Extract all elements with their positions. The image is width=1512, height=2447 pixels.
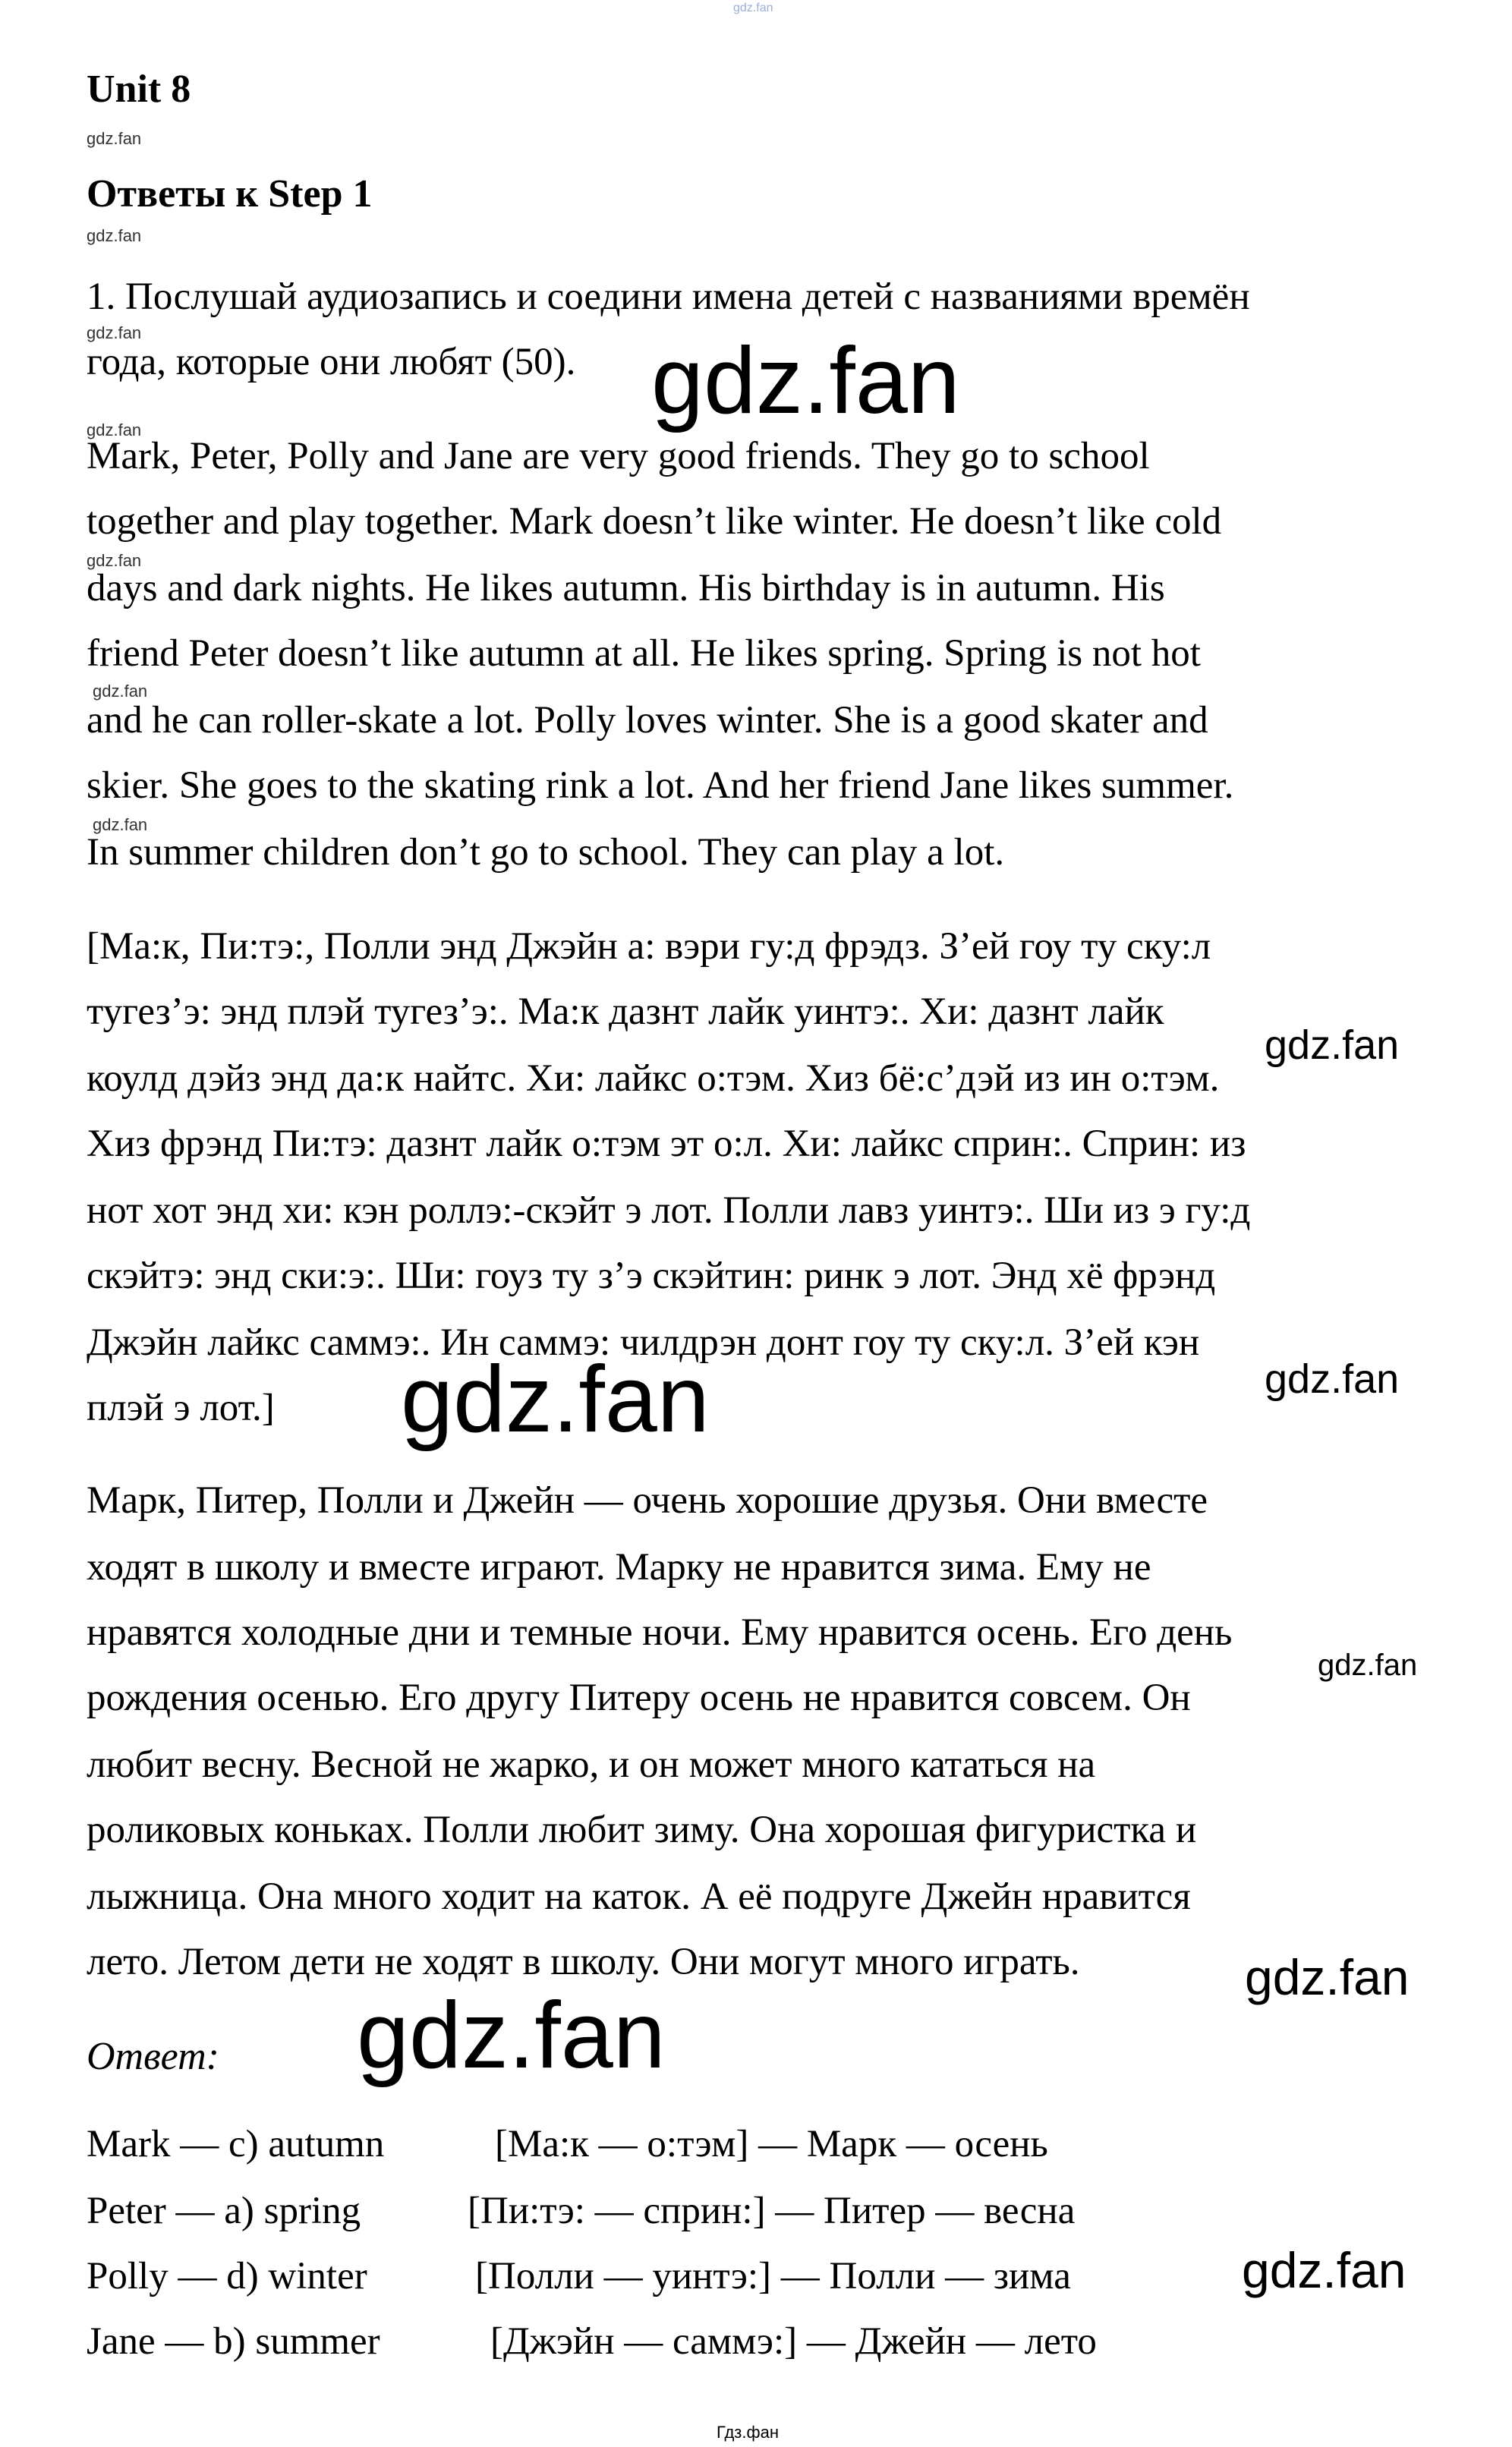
translation-line: рождения осенью. Его другу Питеру осень не нравится совсем. Он [87, 1677, 1191, 1719]
transcription-line: тугез’э: энд плэй тугез’э:. Ма:к дазнт лайк уинтэ:. Хи: дазнт лайк [87, 990, 1164, 1033]
answer-label: Ответ: [87, 2035, 219, 2078]
answer-translation: [Ма:к — о:тэм] — Марк — осень [495, 2123, 1048, 2165]
english-line: and he can roller-skate a lot. Polly loves winter. She is a good skater and [87, 699, 1208, 742]
english-line: friend Peter doesn’t like autumn at all. He likes spring. Spring is not hot [87, 632, 1201, 675]
english-line: skier. She goes to the skating rink a lot. And her friend Jane likes summer. [87, 764, 1234, 807]
watermark-medium: gdz.fan [1265, 1022, 1400, 1068]
watermark-medium: gdz.fan [1242, 2242, 1406, 2298]
bottom-watermark: Гдз.фан [717, 2423, 779, 2442]
section-title: Ответы к Step 1 [87, 172, 373, 216]
small-watermark: gdz.fan [93, 682, 148, 701]
english-line: In summer children don’t go to school. They can play a lot. [87, 831, 1005, 874]
small-watermark: gdz.fan [87, 551, 142, 570]
transcription-line: скэйтэ: энд ски:э:. Ши: гоуз ту з’э скэйтин: ринк э лот. Энд хё фрэнд [87, 1255, 1216, 1297]
transcription-line: Джэйн лайкс саммэ:. Ин саммэ: чилдрэн донт гоу ту ску:л. З’ей кэн [87, 1321, 1200, 1364]
watermark-small-bold: gdz.fan [1318, 1649, 1418, 1682]
answer-match: Mark — c) autumn [87, 2123, 385, 2165]
translation-line: лыжница. Она много ходит на каток. А её подруге Джейн нравится [87, 1875, 1191, 1918]
translation-line: лето. Летом дети не ходят в школу. Они могут много играть. [87, 1941, 1080, 1983]
answer-translation: [Джэйн — саммэ:] — Джейн — лето [490, 2320, 1097, 2363]
english-line: Mark, Peter, Polly and Jane are very good friends. They go to school [87, 435, 1150, 477]
answer-match: Polly — d) winter [87, 2255, 367, 2297]
small-watermark: gdz.fan [87, 226, 142, 245]
watermark-medium: gdz.fan [1245, 1949, 1410, 2005]
english-line: together and play together. Mark doesn’t like winter. He doesn’t like cold [87, 500, 1222, 543]
unit-title: Unit 8 [87, 68, 191, 111]
small-watermark: gdz.fan [93, 815, 148, 834]
transcription-line: плэй э лот.] [87, 1387, 275, 1429]
answer-match: Jane — b) summer [87, 2320, 380, 2363]
small-watermark: gdz.fan [87, 420, 142, 439]
top-watermark: gdz.fan [733, 2, 773, 14]
answer-translation: [Полли — уинтэ:] — Полли — зима [475, 2255, 1071, 2297]
answer-match: Peter — a) spring [87, 2190, 361, 2232]
transcription-line: нот хот энд хи: кэн роллэ:-скэйт э лот. Полли лавз уинтэ:. Ши из э гу:д [87, 1189, 1251, 1232]
translation-line: роликовых коньках. Полли любит зиму. Она хорошая фигуристка и [87, 1809, 1197, 1851]
transcription-line: коулд дэйз энд да:к найтс. Хи: лайкс о:тэм. Хиз бё:с’дэй из ин о:тэм. [87, 1057, 1220, 1100]
big-watermark: gdz.fan [357, 1983, 666, 2088]
small-watermark: gdz.fan [87, 323, 142, 342]
answer-translation: [Пи:тэ: — сприн:] — Питер — весна [468, 2190, 1076, 2232]
watermark-medium: gdz.fan [1265, 1356, 1400, 1402]
translation-line: ходят в школу и вместе играют. Марку не нравится зима. Ему не [87, 1546, 1151, 1589]
small-watermark: gdz.fan [87, 129, 142, 148]
task-line: 1. Послушай аудиозапись и соедини имена детей с названиями времён [87, 276, 1250, 318]
big-watermark: gdz.fan [651, 329, 960, 433]
translation-line: нравятся холодные дни и темные ночи. Ему нравится осень. Его день [87, 1611, 1233, 1654]
english-line: days and dark nights. He likes autumn. His birthday is in autumn. His [87, 567, 1165, 609]
translation-line: любит весну. Весной не жарко, и он может много кататься на [87, 1743, 1096, 1786]
transcription-line: Хиз фрэнд Пи:тэ: дазнт лайк о:тэм эт о:л. Хи: лайкс сприн:. Сприн: из [87, 1123, 1246, 1165]
task-line: года, которые они любят (50). [87, 341, 576, 383]
transcription-line: [Ма:к, Пи:тэ:, Полли энд Джэйн а: вэри гу:д фрэдз. З’ей гоу ту ску:л [87, 925, 1211, 968]
translation-line: Марк, Питер, Полли и Джейн — очень хорошие друзья. Они вместе [87, 1479, 1208, 1522]
big-watermark: gdz.fan [401, 1347, 710, 1452]
